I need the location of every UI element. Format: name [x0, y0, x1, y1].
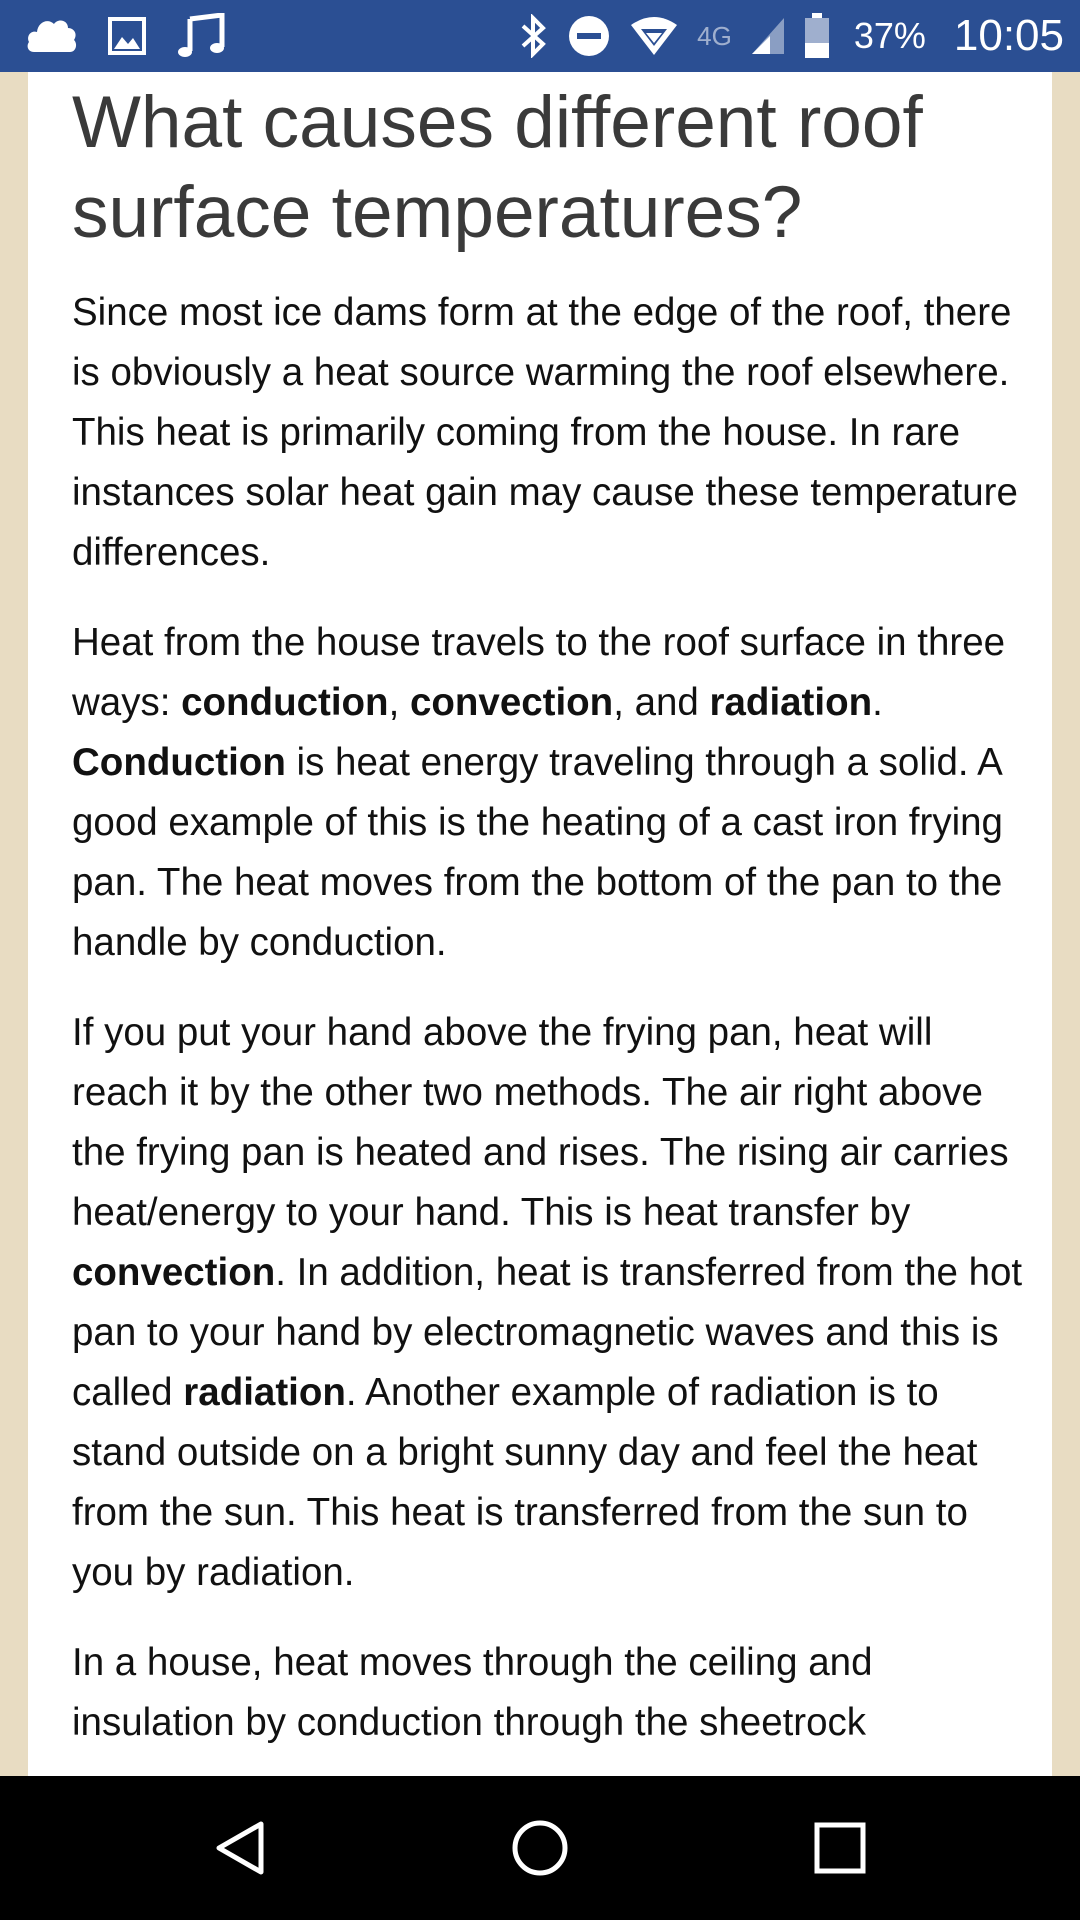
paragraph-3	[72, 1003, 1032, 1603]
bold-term-radiation: radiation	[709, 681, 873, 724]
text-run: If you put your hand above the frying pan, heat will reach it by the other two methods. The air right above the frying pan is heated and rises. The rising air carries heat/energy to your hand. This is heat transfer by	[72, 1011, 1009, 1234]
bold-term-radiation: radiation	[183, 1371, 346, 1414]
bluetooth-icon	[519, 14, 549, 58]
text-run: ,	[388, 681, 410, 724]
text-run: is heat energy traveling through a solid. A good example of this is the heating of a cast iron frying pan. The heat moves from the bottom of the pan to the handle by conduction.	[72, 741, 1003, 964]
page-margin-right	[1052, 72, 1080, 1776]
paragraph-2	[72, 613, 1032, 973]
text-run: .	[872, 681, 883, 724]
notification-cloud-icon	[26, 12, 78, 60]
network-label: 4G	[697, 21, 732, 51]
signal-lte-icon	[697, 10, 732, 62]
bold-term-convection: convection	[72, 1251, 276, 1294]
wifi-icon	[629, 15, 679, 57]
status-bar-right	[519, 10, 1064, 62]
do-not-disturb-icon	[567, 14, 611, 58]
back-icon[interactable]	[206, 1813, 276, 1883]
recents-icon[interactable]	[805, 1813, 875, 1883]
article-viewport[interactable]	[28, 72, 1052, 1776]
paragraph-1: Since most ice dams form at the edge of the roof, there is obviously a heat source warming the roof elsewhere. This heat is primarily coming from the house. In rare instances solar heat gain may cause these temperature differences.	[72, 291, 1018, 574]
music-note-icon	[176, 13, 228, 59]
text-run: , and	[613, 681, 710, 724]
cell-signal-icon	[750, 16, 786, 56]
gallery-icon	[108, 17, 146, 55]
bold-term-conduction-definition: Conduction	[72, 741, 286, 784]
battery-icon	[804, 13, 830, 59]
text-run: Heat from the house travels to the roof surface in three ways:	[72, 621, 1006, 724]
bold-term-conduction: conduction	[181, 681, 389, 724]
paragraph-4: In a house, heat moves through the ceiling and insulation by conduction through the sheetrock	[72, 1641, 873, 1744]
article-body	[72, 72, 1032, 1753]
article-heading: What causes different roof surface temperatures?	[72, 82, 923, 253]
home-icon[interactable]	[505, 1813, 575, 1883]
page-margin-left	[0, 72, 28, 1776]
status-bar-left	[26, 10, 228, 62]
text-run: . Another example of radiation is to stand outside on a bright sunny day and feel the heat from the sun. This heat is transferred from the sun to you by radiation.	[72, 1371, 978, 1594]
status-bar	[0, 0, 1080, 72]
battery-percent: 37%	[853, 15, 926, 56]
bold-term-convection: convection	[409, 681, 614, 724]
text-run: . In addition, heat is transferred from the hot pan to your hand by electromagnetic waves and this is called	[72, 1251, 1023, 1414]
clock-time: 10:05	[953, 11, 1064, 60]
navigation-bar	[0, 1776, 1080, 1920]
